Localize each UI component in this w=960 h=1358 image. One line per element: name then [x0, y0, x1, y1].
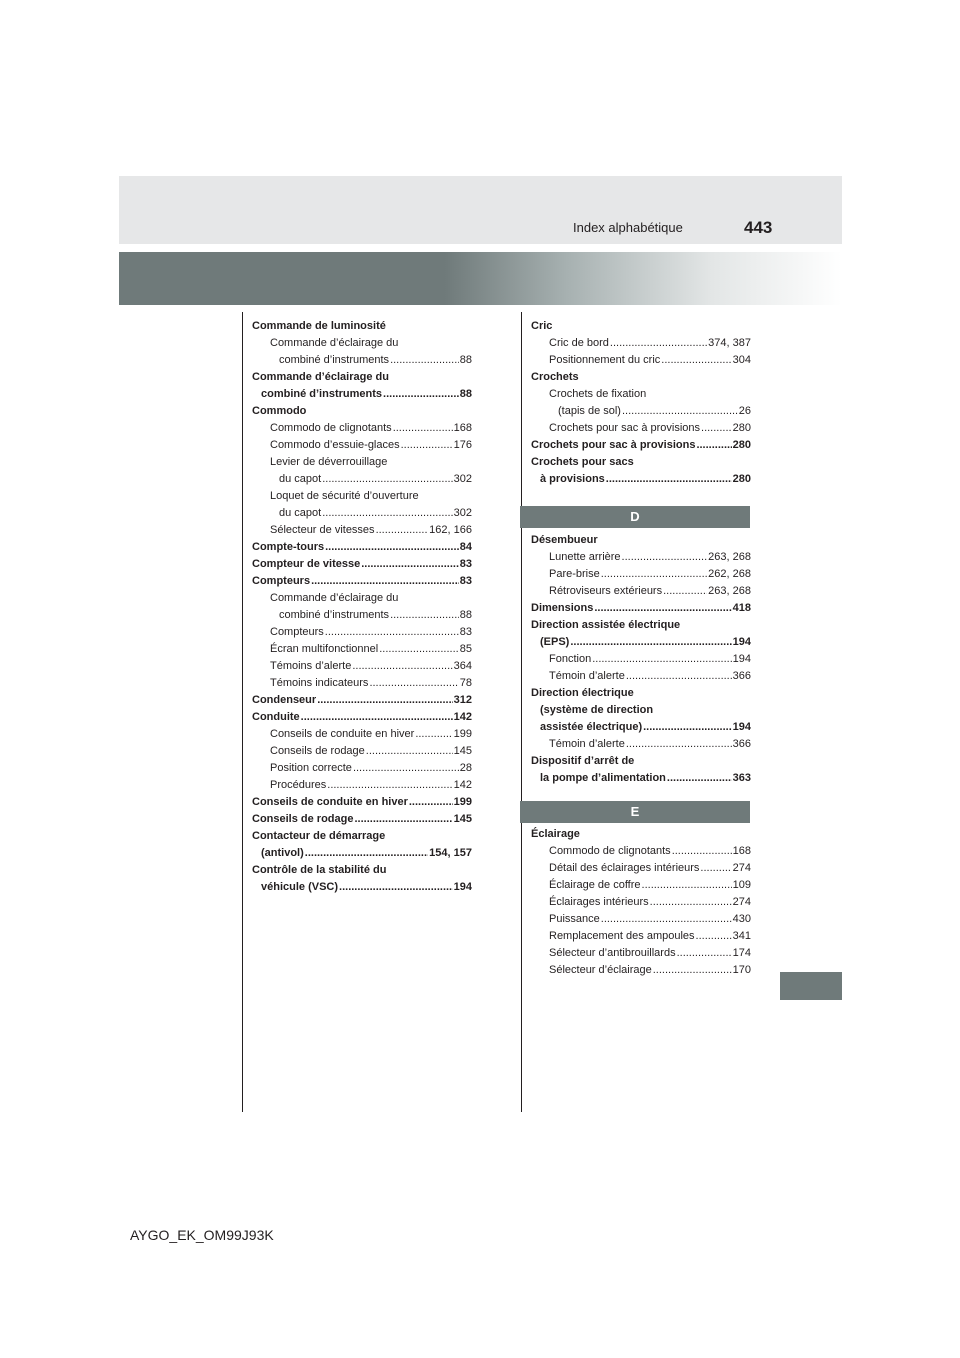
index-entry: [531, 702, 751, 719]
index-entry-page: 83: [459, 575, 472, 587]
index-entry-term: Dimensions: [531, 602, 594, 614]
index-entry-term: Fonction: [549, 653, 592, 665]
index-entry-term: Éclairage de coffre: [549, 879, 641, 891]
index-entry: [252, 811, 472, 828]
index-entry-page: 83: [459, 558, 472, 570]
document-code: AYGO_EK_OM99J93K: [130, 1227, 274, 1243]
index-entry-term: Procédures: [270, 779, 327, 791]
index-entry-term: Témoins d’alerte: [270, 660, 352, 672]
index-entry: [531, 945, 751, 962]
index-entry: [531, 894, 751, 911]
index-entry: [252, 692, 472, 709]
dot-leader: [361, 556, 459, 573]
index-entry-term: Conseils de rodage: [252, 813, 354, 825]
header-band: [119, 176, 842, 244]
dot-leader: [366, 743, 453, 760]
index-entry-term: Pare-brise: [549, 568, 600, 580]
index-entry-page: 78: [459, 677, 472, 689]
index-entry-page: 194: [732, 721, 751, 733]
dot-leader: [379, 641, 459, 658]
index-entry: [252, 522, 472, 539]
index-entry: [252, 879, 472, 896]
index-entry-term: Détail des éclairages intérieurs: [549, 862, 700, 874]
index-entry: [531, 420, 751, 437]
index-entry-page: 109: [732, 879, 751, 891]
dot-leader: [601, 566, 707, 583]
index-entry: [531, 634, 751, 651]
index-entry-page: 194: [732, 636, 751, 648]
index-entry-term: Condenseur: [252, 694, 317, 706]
header-gradient-bar: [119, 252, 842, 305]
dot-leader: [642, 877, 732, 894]
index-entry-page: 262, 268: [708, 568, 751, 580]
index-entry-term: Éclairage: [531, 828, 580, 840]
index-entry: [531, 454, 751, 471]
index-entry-term: Témoins indicateurs: [270, 677, 369, 689]
dot-leader: [322, 505, 452, 522]
index-entry-term: Contrôle de la stabilité du: [252, 864, 387, 876]
index-entry-page: 341: [732, 930, 751, 942]
index-entry: [252, 743, 472, 760]
index-entry-term: Direction électrique: [531, 687, 634, 699]
index-entry-page: 142: [453, 711, 472, 723]
index-entry-term: Positionnement du cric: [549, 354, 661, 366]
index-entry-term: Conseils de conduite en hiver: [252, 796, 408, 808]
dot-leader: [301, 709, 453, 726]
index-entry: [252, 386, 472, 403]
index-entry: [252, 352, 472, 369]
index-entry-term: Sélecteur d’antibrouillards: [549, 947, 676, 959]
index-entry: [252, 539, 472, 556]
index-entry-term: à provisions: [540, 473, 605, 485]
dot-leader: [415, 726, 452, 743]
index-entry-page: 88: [459, 354, 472, 366]
index-entry-page: 312: [453, 694, 472, 706]
index-entry-page: 28: [459, 762, 472, 774]
index-entry: [252, 420, 472, 437]
index-entry-term: Position correcte: [270, 762, 352, 774]
index-entry: [531, 549, 751, 566]
dot-leader: [570, 634, 731, 651]
dot-leader: [661, 352, 731, 369]
index-entry: [252, 862, 472, 879]
index-entry: [252, 777, 472, 794]
index-entry-term: Commande de luminosité: [252, 320, 386, 332]
index-entry: [531, 403, 751, 420]
index-entry: [252, 403, 472, 420]
dot-leader: [369, 675, 458, 692]
index-entry-page: 194: [732, 653, 751, 665]
index-entry-page: 88: [459, 609, 472, 621]
index-entry-page: 199: [453, 796, 472, 808]
index-entry-term: (EPS): [540, 636, 570, 648]
index-entry-term: Commande d’éclairage du: [270, 592, 399, 604]
dot-leader: [653, 962, 732, 979]
index-entry-page: 83: [459, 626, 472, 638]
dot-leader: [696, 928, 732, 945]
index-entry-page: 168: [453, 422, 472, 434]
index-entry: [531, 600, 751, 617]
index-entry-term: Crochets pour sacs: [531, 456, 634, 468]
left-column-rule: [242, 312, 243, 1112]
index-section: [531, 318, 751, 488]
index-entry-term: du capot: [279, 507, 322, 519]
index-entry-page: 304: [732, 354, 751, 366]
index-entry: [531, 437, 751, 454]
index-entry: [252, 709, 472, 726]
index-entry: [531, 770, 751, 787]
index-entry-term: Commodo: [252, 405, 307, 417]
index-entry-page: 85: [459, 643, 472, 655]
index-entry-page: 162, 166: [429, 524, 472, 536]
index-entry: [531, 753, 751, 770]
index-entry: [252, 760, 472, 777]
dot-leader: [622, 549, 708, 566]
index-entry: [252, 488, 472, 505]
index-entry-term: Crochets de fixation: [549, 388, 647, 400]
index-entry-page: 302: [453, 507, 472, 519]
index-entry-term: (tapis de sol): [558, 405, 621, 417]
index-entry: [252, 318, 472, 335]
index-entry: [252, 726, 472, 743]
index-entry: [531, 911, 751, 928]
index-entry-page: 154, 157: [429, 847, 472, 859]
dot-leader: [701, 420, 732, 437]
index-entry: [531, 928, 751, 945]
index-entry-term: Commande d’éclairage du: [270, 337, 399, 349]
dot-leader: [376, 522, 429, 539]
dot-leader: [650, 894, 732, 911]
dot-leader: [352, 658, 452, 675]
index-entry-term: assistée électrique): [540, 721, 643, 733]
index-entry-term: du capot: [279, 473, 322, 485]
index-entry-page: 274: [732, 862, 751, 874]
index-entry-term: Cric de bord: [549, 337, 609, 349]
index-entry-term: Compteur de vitesse: [252, 558, 361, 570]
dot-leader: [393, 420, 453, 437]
index-entry-page: 142: [453, 779, 472, 791]
index-entry: [531, 352, 751, 369]
dot-leader: [322, 471, 452, 488]
index-entry-page: 145: [453, 745, 472, 757]
index-entry-term: Cric: [531, 320, 553, 332]
dot-leader: [667, 770, 732, 787]
dot-leader: [672, 843, 732, 860]
index-entry: [252, 675, 472, 692]
index-entry-page: 280: [732, 422, 751, 434]
dot-leader: [327, 777, 452, 794]
index-entry: [252, 590, 472, 607]
dot-leader: [663, 583, 707, 600]
index-entry-page: 84: [459, 541, 472, 553]
index-entry-term: Compteurs: [270, 626, 324, 638]
dot-leader: [325, 624, 459, 641]
index-entry-term: Sélecteur de vitesses: [270, 524, 375, 536]
index-entry-term: Compte-tours: [252, 541, 325, 553]
dot-leader: [592, 651, 731, 668]
index-entry-page: 418: [732, 602, 751, 614]
index-entry-term: Témoin d’alerte: [549, 670, 625, 682]
index-entry-term: Écran multifonctionnel: [270, 643, 379, 655]
index-entry-term: Remplacement des ampoules: [549, 930, 695, 942]
dot-leader: [700, 860, 731, 877]
index-entry-term: combiné d’instruments: [261, 388, 383, 400]
dot-leader: [390, 607, 459, 624]
dot-leader: [594, 600, 731, 617]
dot-leader: [409, 794, 453, 811]
index-section: [531, 826, 751, 979]
index-entry-term: (antivol): [261, 847, 304, 859]
index-entry-page: 145: [453, 813, 472, 825]
index-entry-term: Crochets pour sac à provisions: [549, 422, 701, 434]
index-entry-term: Conseils de rodage: [270, 745, 365, 757]
index-entry-page: 430: [732, 913, 751, 925]
index-entry-term: Crochets: [531, 371, 579, 383]
index-entry: [252, 641, 472, 658]
index-entry: [531, 736, 751, 753]
dot-leader: [383, 386, 459, 403]
index-entry: [531, 532, 751, 549]
index-entry: [531, 471, 751, 488]
index-entry-page: 168: [732, 845, 751, 857]
index-entry-term: Direction assistée électrique: [531, 619, 681, 631]
dot-leader: [696, 437, 731, 454]
index-entry-page: 280: [732, 473, 751, 485]
page-title: Index alphabétique: [573, 220, 683, 235]
index-column-left: [252, 318, 472, 896]
index-entry-term: (système de direction: [540, 704, 654, 716]
index-entry: [252, 556, 472, 573]
chapter-side-tab: [780, 972, 842, 1000]
index-entry: [252, 505, 472, 522]
dot-leader: [626, 668, 732, 685]
index-entry-page: 263, 268: [708, 585, 751, 597]
index-entry: [252, 471, 472, 488]
index-entry: [531, 335, 751, 352]
index-entry: [252, 658, 472, 675]
dot-leader: [390, 352, 459, 369]
index-entry: [531, 826, 751, 843]
index-entry-term: Conseils de conduite en hiver: [270, 728, 415, 740]
index-entry-term: Dispositif d’arrêt de: [531, 755, 635, 767]
index-entry: [531, 685, 751, 702]
dot-leader: [311, 573, 459, 590]
dot-leader: [354, 811, 452, 828]
index-entry-page: 374, 387: [708, 337, 751, 349]
index-entry-term: Commande d’éclairage du: [252, 371, 389, 383]
index-entry-page: 170: [732, 964, 751, 976]
index-entry-term: Commodo de clignotants: [549, 845, 671, 857]
dot-leader: [317, 692, 452, 709]
dot-leader: [353, 760, 459, 777]
dot-leader: [401, 437, 453, 454]
index-entry-page: 263, 268: [708, 551, 751, 563]
index-entry-term: Puissance: [549, 913, 600, 925]
dot-leader: [677, 945, 732, 962]
index-entry: [252, 845, 472, 862]
index-entry-term: Éclairages intérieurs: [549, 896, 649, 908]
dot-leader: [622, 403, 738, 420]
index-entry-term: Commodo de clignotants: [270, 422, 392, 434]
index-entry: [252, 573, 472, 590]
index-entry-page: 26: [738, 405, 751, 417]
index-entry-term: véhicule (VSC): [261, 881, 339, 893]
index-entry: [531, 843, 751, 860]
index-entry-page: 194: [453, 881, 472, 893]
index-entry: [531, 962, 751, 979]
index-entry: [252, 454, 472, 471]
index-entry: [531, 617, 751, 634]
index-entry: [531, 369, 751, 386]
dot-leader: [610, 335, 707, 352]
index-entry-term: la pompe d’alimentation: [540, 772, 666, 784]
index-entry-term: Sélecteur d’éclairage: [549, 964, 652, 976]
index-entry: [252, 335, 472, 352]
index-entry: [252, 828, 472, 845]
page-number: 443: [744, 218, 773, 237]
index-entry-page: 176: [453, 439, 472, 451]
index-entry-term: Conduite: [252, 711, 300, 723]
dot-leader: [643, 719, 732, 736]
index-entry: [531, 719, 751, 736]
index-entry-page: 364: [453, 660, 472, 672]
index-section: [531, 532, 751, 787]
index-entry: [252, 369, 472, 386]
index-entry: [252, 607, 472, 624]
index-entry-term: Compteurs: [252, 575, 311, 587]
dot-leader: [339, 879, 453, 896]
dot-leader: [626, 736, 732, 753]
index-entry-term: Commodo d’essuie-glaces: [270, 439, 400, 451]
dot-leader: [601, 911, 732, 928]
index-entry-term: Désembueur: [531, 534, 598, 546]
index-entry-term: Contacteur de démarrage: [252, 830, 386, 842]
index-entry-term: combiné d’instruments: [279, 609, 390, 621]
section-letter-band: E: [520, 801, 750, 823]
index-entry-term: Rétroviseurs extérieurs: [549, 585, 663, 597]
index-entry: [252, 624, 472, 641]
index-entry-page: 88: [459, 388, 472, 400]
index-entry: [252, 794, 472, 811]
index-entry-page: 363: [732, 772, 751, 784]
index-entry-page: 366: [732, 738, 751, 750]
index-entry: [531, 318, 751, 335]
index-entry: [531, 860, 751, 877]
index-entry-term: Loquet de sécurité d’ouverture: [270, 490, 419, 502]
index-entry: [531, 566, 751, 583]
index-entry: [531, 668, 751, 685]
index-entry-term: Levier de déverrouillage: [270, 456, 388, 468]
index-entry: [531, 877, 751, 894]
index-entry-page: 366: [732, 670, 751, 682]
index-entry-term: Crochets pour sac à provisions: [531, 439, 696, 451]
index-entry-page: 199: [453, 728, 472, 740]
index-entry: [531, 386, 751, 403]
index-entry-page: 280: [732, 439, 751, 451]
index-entry: [531, 583, 751, 600]
index-entry-page: 174: [732, 947, 751, 959]
dot-leader: [325, 539, 459, 556]
section-letter-band: D: [520, 506, 750, 528]
index-entry-term: Témoin d’alerte: [549, 738, 625, 750]
index-entry-term: Lunette arrière: [549, 551, 621, 563]
right-column-rule: [521, 312, 522, 1112]
index-entry: [531, 651, 751, 668]
index-entry-page: 302: [453, 473, 472, 485]
index-entry: [252, 437, 472, 454]
dot-leader: [305, 845, 428, 862]
dot-leader: [606, 471, 732, 488]
index-entry-term: combiné d’instruments: [279, 354, 390, 366]
index-entry-page: 274: [732, 896, 751, 908]
